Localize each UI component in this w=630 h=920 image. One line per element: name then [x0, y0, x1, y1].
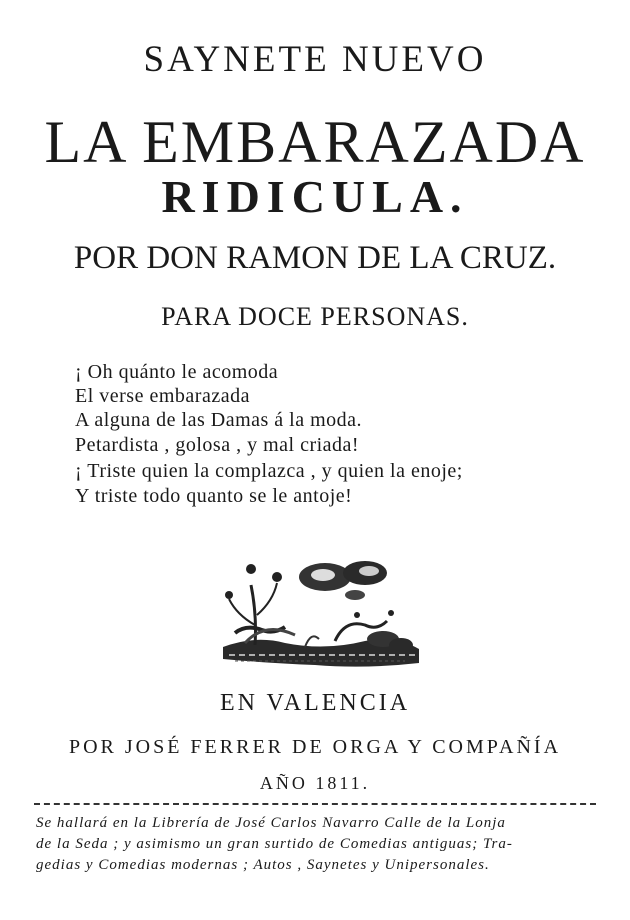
footer-note-line: de la Seda ; y asimismo un gran surtido de Comedias antiguas; Tra-	[36, 836, 513, 852]
imprint-printer: POR JOSÉ FERRER DE ORGA Y COMPAÑÍA	[68, 736, 562, 758]
title-line-2: RIDICULA.	[161, 171, 469, 222]
author-line: POR DON RAMON DE LA CRUZ.	[73, 240, 557, 276]
footer-note-line: Se hallará en la Librería de José Carlos Navarro Calle de la Lonja	[36, 815, 506, 831]
header-kicker: SAYNETE NUEVO	[143, 39, 487, 80]
verse-line: Petardista , golosa , y mal criada!	[75, 434, 360, 456]
woodcut-landscape-icon	[215, 555, 425, 675]
footer-note-line: gedias y Comedias modernas ; Autos , Saynetes y Unipersonales.	[36, 857, 490, 873]
verse-line: Y triste todo quanto se le antoje!	[75, 485, 353, 507]
title-line-1: LA EMBARAZADA	[44, 109, 586, 175]
verse-line: ¡ Triste quien la complazca , y quien la enoje;	[75, 460, 463, 482]
verse-line: ¡ Oh quánto le acomoda	[75, 361, 279, 383]
cast-line: PARA DOCE PERSONAS.	[161, 302, 469, 331]
verse-line: A alguna de las Damas á la moda.	[75, 409, 363, 431]
divider-rule	[34, 803, 596, 805]
imprint-year: AÑO 1811.	[259, 773, 371, 793]
imprint-place: EN VALENCIA	[219, 690, 411, 716]
verse-line: El verse embarazada	[75, 385, 250, 407]
